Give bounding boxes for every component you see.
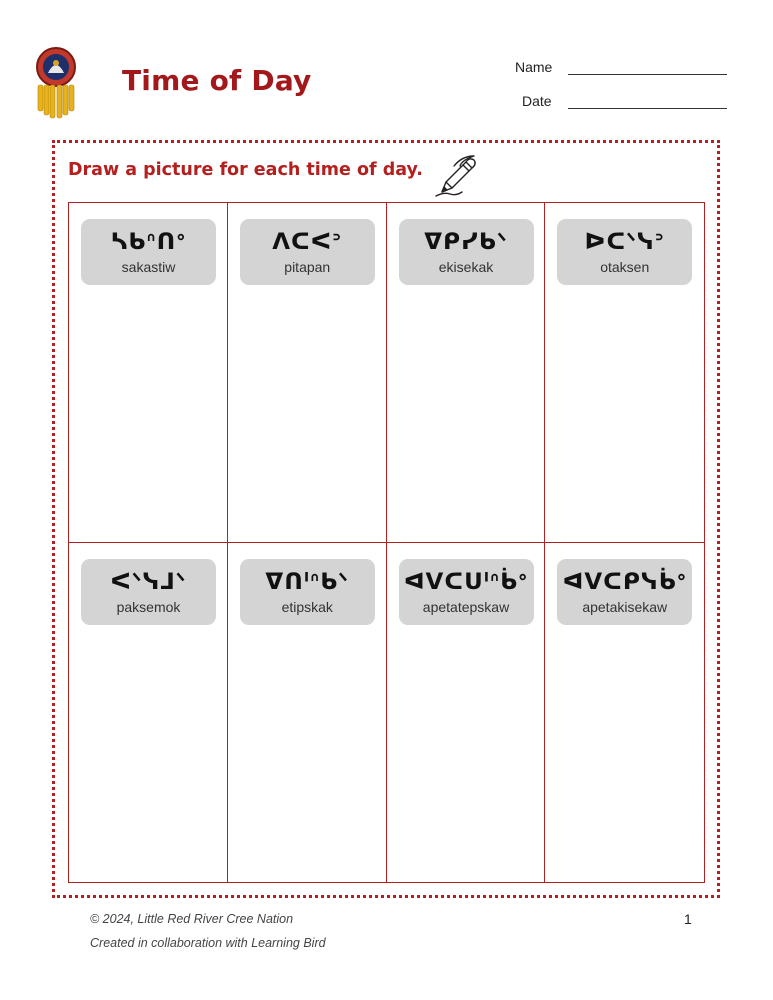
drawing-cell[interactable] — [545, 203, 704, 543]
time-label-box — [399, 219, 534, 285]
syllabics-label: ᐸᐠᓭᒧᐠ — [110, 568, 187, 595]
time-label-box — [557, 559, 692, 625]
drawing-cell[interactable] — [387, 543, 546, 883]
page-title: Time of Day — [122, 64, 312, 97]
roman-label: paksemok — [116, 598, 181, 615]
drawing-grid — [68, 202, 705, 883]
syllabics-label: ᐊᐯᑕᑭᓭᑳᐤ — [562, 568, 687, 595]
time-label-box — [557, 219, 692, 285]
instruction-text: Draw a picture for each time of day. — [68, 160, 423, 180]
page-number: 1 — [684, 911, 692, 927]
time-label-box — [81, 559, 216, 625]
roman-label: etipskak — [281, 598, 333, 615]
date-label: Date — [522, 93, 552, 109]
syllabics-label: ᐁᑭᓯᑲᐠ — [424, 229, 508, 255]
name-label: Name — [515, 59, 553, 75]
drawing-cell[interactable] — [69, 203, 228, 543]
syllabics-label: ᐅᑕᐠᓭᐣ — [584, 229, 665, 255]
pencil-icon — [432, 152, 482, 198]
time-label-box — [399, 559, 534, 625]
copyright-text: © 2024, Little Red River Cree Nation — [90, 912, 294, 926]
syllabics-label: ᐱᑕᐸᐣ — [272, 229, 343, 255]
drawing-cell[interactable] — [69, 543, 228, 883]
roman-label: pitapan — [284, 259, 331, 275]
roman-label: ekisekak — [438, 259, 494, 275]
roman-label: apetatepskaw — [422, 598, 510, 615]
drawing-cell[interactable] — [545, 543, 704, 883]
time-label-box — [240, 559, 375, 625]
syllabics-label: ᐁᑎᑊᐢᑲᐠ — [265, 568, 350, 595]
drawing-cell[interactable] — [387, 203, 546, 543]
syllabics-label: ᓴᑲᐢᑎᐤ — [110, 229, 187, 255]
time-label-box — [240, 219, 375, 285]
time-label-box — [81, 219, 216, 285]
syllabics-label: ᐊᐯᑕᑌᑊᐢᑳᐤ — [403, 568, 529, 595]
nation-logo — [30, 45, 82, 120]
name-field-line[interactable] — [568, 74, 727, 75]
date-field-line[interactable] — [568, 108, 727, 109]
roman-label: otaksen — [600, 259, 650, 275]
drawing-cell[interactable] — [228, 203, 387, 543]
credit-text: Created in collaboration with Learning Bird — [90, 936, 326, 950]
drawing-cell[interactable] — [228, 543, 387, 883]
roman-label: apetakisekaw — [582, 598, 668, 615]
roman-label: sakastiw — [121, 259, 176, 275]
